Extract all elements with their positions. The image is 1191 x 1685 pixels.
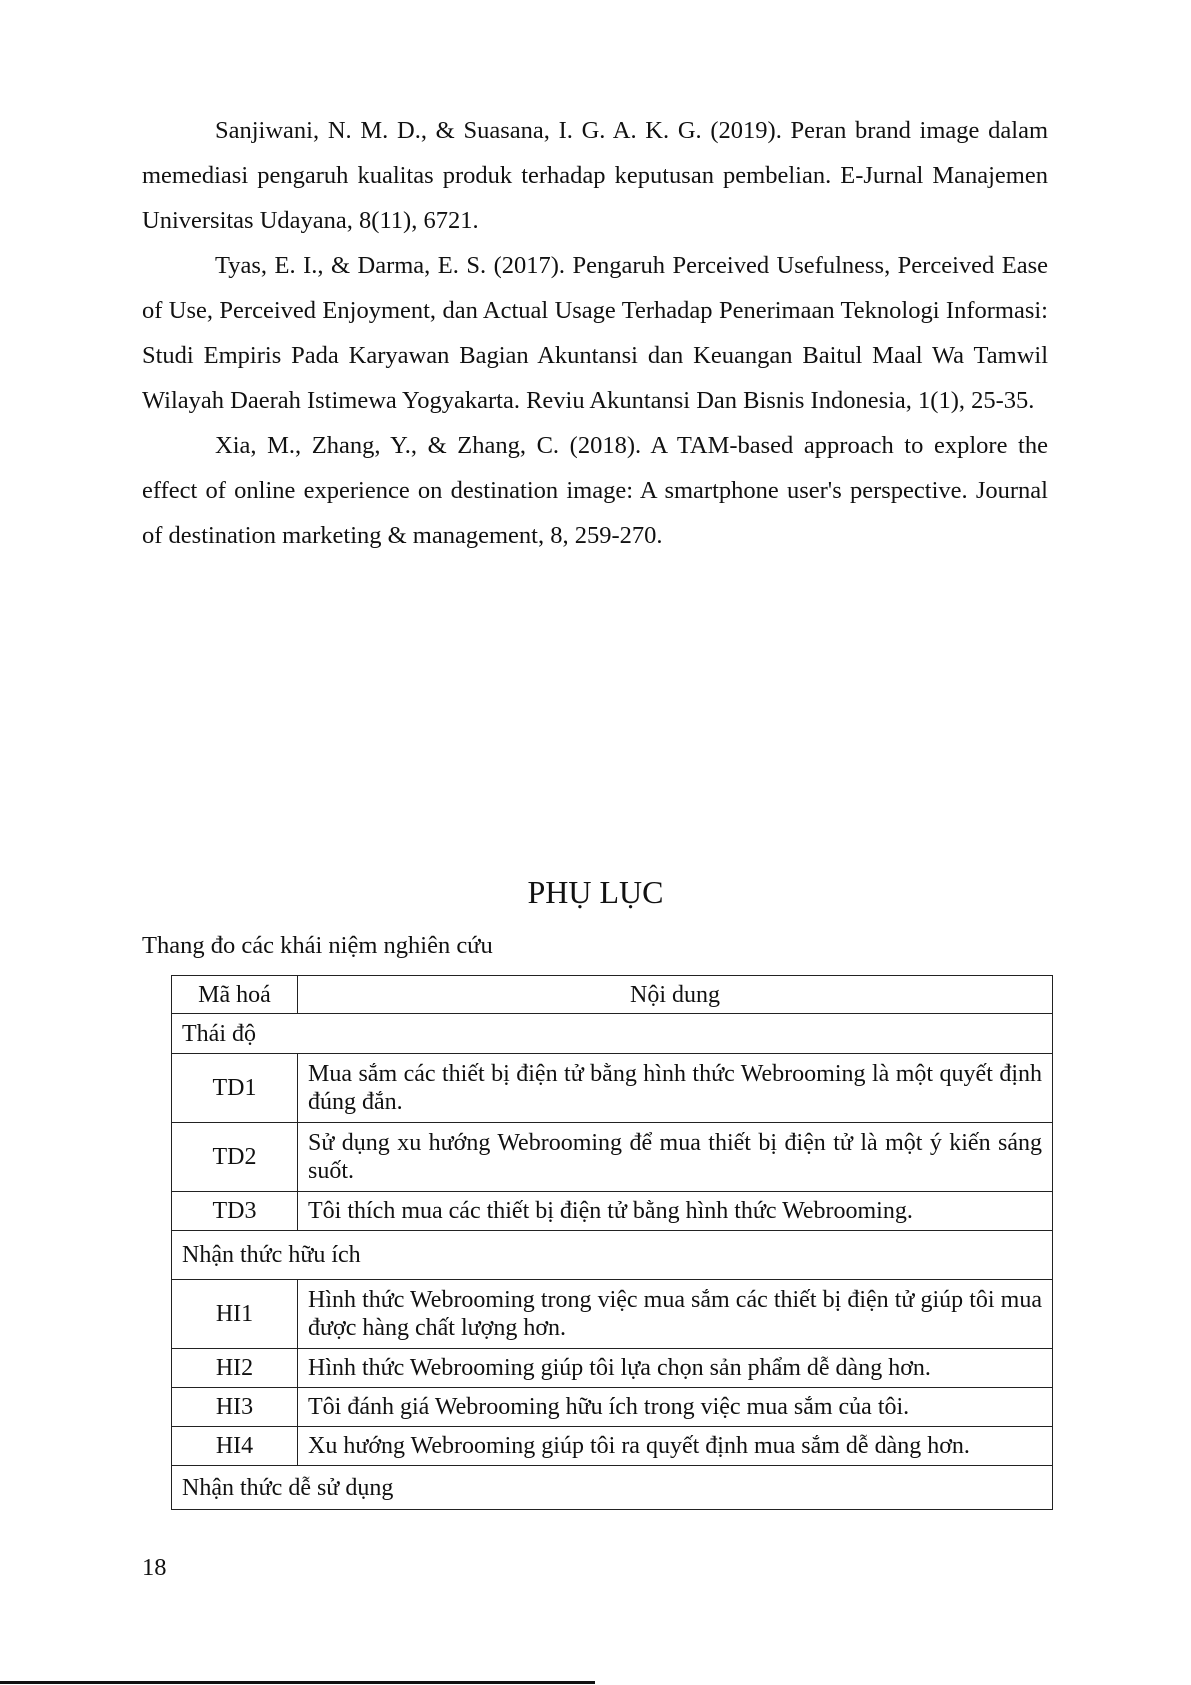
table-row <box>172 1427 1053 1466</box>
measurement-scale-table <box>171 975 1053 1510</box>
appendix-title: PHỤ LỤC <box>527 874 664 910</box>
page-bottom-rule <box>0 1681 595 1684</box>
header-code: Mã hoá <box>172 976 298 1014</box>
item-code: HI1 <box>172 1280 298 1349</box>
table-row <box>172 1192 1053 1231</box>
reference-entry: Tyas, E. I., & Darma, E. S. (2017). Pengaruh Perceived Usefulness, Perceived Ease of Use, Perceived Enjoyment, dan Actual Usage Terhadap Penerimaan Teknologi Informasi: Studi Empiris Pada Karyawan Bagian Akuntansi dan Keuangan Baitul Maal Wa Tamwil Wilayah Daerah Istimewa Yogyakarta. Reviu Akuntansi Dan Bisnis Indonesia, 1(1), 25-35. <box>142 252 1048 414</box>
reference-entry: Xia, M., Zhang, Y., & Zhang, C. (2018). A TAM-based approach to explore the effect of online experience on destination image: A smartphone user's perspective. Journal of destination marketing & management, 8, 259-270. <box>142 432 1048 549</box>
item-code: HI3 <box>172 1388 298 1427</box>
table-row <box>172 1123 1053 1192</box>
item-text: Tôi đánh giá Webrooming hữu ích trong việc mua sắm của tôi. <box>298 1388 1053 1427</box>
item-code: TD3 <box>172 1192 298 1231</box>
item-code: HI2 <box>172 1349 298 1388</box>
item-code: TD2 <box>172 1123 298 1192</box>
group-row-ease-of-use <box>172 1466 1053 1510</box>
item-text: Sử dụng xu hướng Webrooming để mua thiết bị điện tử là một ý kiến sáng suốt. <box>298 1123 1053 1192</box>
item-text: Tôi thích mua các thiết bị điện tử bằng hình thức Webrooming. <box>298 1192 1053 1231</box>
reference-entry: Sanjiwani, N. M. D., & Suasana, I. G. A. K. G. (2019). Peran brand image dalam memediasi pengaruh kualitas produk terhadap keputusan pembelian. E-Jurnal Manajemen Universitas Udayana, 8(11), 6721. <box>142 117 1048 234</box>
table-row <box>172 1388 1053 1427</box>
item-text: Mua sắm các thiết bị điện tử bằng hình thức Webrooming là một quyết định đúng đắn. <box>298 1054 1053 1123</box>
item-code: TD1 <box>172 1054 298 1123</box>
table-row <box>172 1280 1053 1349</box>
group-label: Thái độ <box>172 1014 1053 1054</box>
references-list <box>142 108 1048 558</box>
group-row-usefulness <box>172 1231 1053 1280</box>
group-row-attitude <box>172 1014 1053 1054</box>
table-row <box>172 1054 1053 1123</box>
item-text: Hình thức Webrooming trong việc mua sắm các thiết bị điện tử giúp tôi mua được hàng chất lượng hơn. <box>298 1280 1053 1349</box>
item-text: Xu hướng Webrooming giúp tôi ra quyết định mua sắm dễ dàng hơn. <box>298 1427 1053 1466</box>
table-row <box>172 1349 1053 1388</box>
item-code: HI4 <box>172 1427 298 1466</box>
header-content: Nội dung <box>298 976 1053 1014</box>
table-caption: Thang đo các khái niệm nghiên cứu <box>142 932 493 959</box>
group-label: Nhận thức dễ sử dụng <box>172 1466 1053 1510</box>
group-label: Nhận thức hữu ích <box>172 1231 1053 1280</box>
item-text: Hình thức Webrooming giúp tôi lựa chọn sản phẩm dễ dàng hơn. <box>298 1349 1053 1388</box>
page-number: 18 <box>142 1554 167 1581</box>
table-header-row <box>172 976 1053 1014</box>
